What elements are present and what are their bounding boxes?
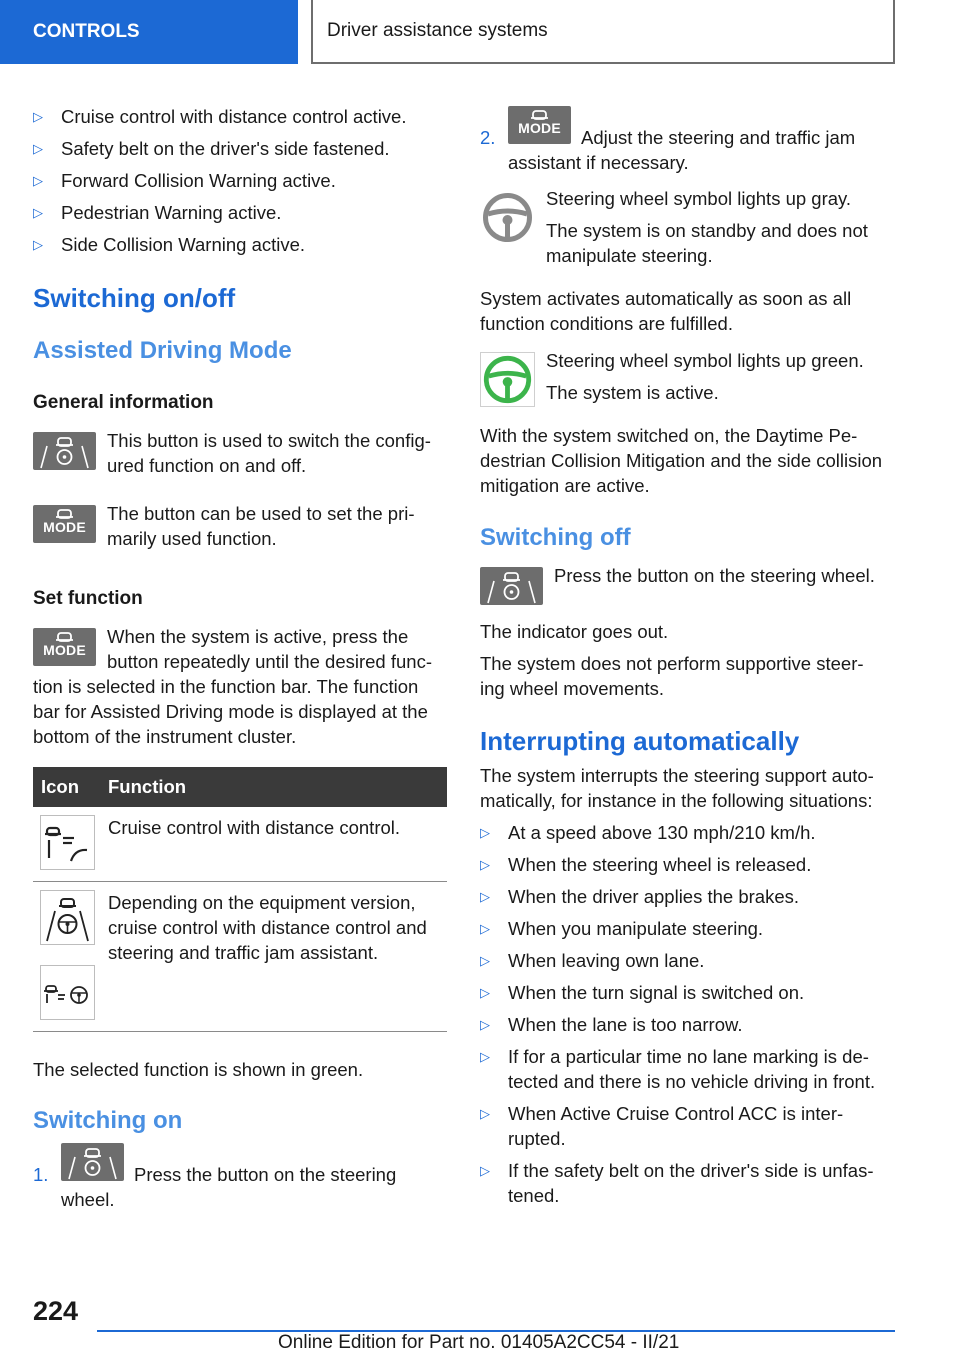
heading-interrupting-automatically: Interrupting automatically bbox=[480, 726, 800, 756]
column-header-function: Function bbox=[108, 776, 187, 797]
list-item: ▷ When leaving own lane. bbox=[480, 950, 705, 971]
chapter-title: Driver assistance systems bbox=[311, 0, 895, 64]
triangle-bullet-icon: ▷ bbox=[480, 1106, 490, 1121]
list-item: ▷ Forward Collision Warning active. bbox=[33, 170, 336, 191]
triangle-bullet-icon: ▷ bbox=[480, 1017, 490, 1032]
table-divider bbox=[33, 1031, 447, 1032]
page-number: 224 bbox=[33, 1296, 79, 1326]
left-column: ▷ Cruise control with distance control active. ▷ Safety belt on the driver's side fastened. ▷ Forward Collision Warning active. ▷ Pedestrian Warning active. ▷ Side Collision Warning active. Switching on/off Assisted Driving Mode General information This button is used to switch the config- ured function on and off. MODE The button can be used to set the pri- marily used function. Set function MODE When the system is active, press the button repeatedly until the desired func- tion is selected in the function bar. The function bar for Assisted Driving mode is displayed at the bottom of the instrument cluster. Icon Function Cruise control with distance control. Depending on the equipment version, cruise control with distance control and steering and traffic jam assistant. The selected function is shown in green. Switching on 1. Press the button on the steering wheel. bbox=[33, 0, 447, 1290]
list-item: ▷ Safety belt on the driver's side fastened. bbox=[33, 138, 390, 159]
list-item: ▷ Pedestrian Warning active. bbox=[33, 202, 282, 223]
triangle-bullet-icon: ▷ bbox=[480, 825, 490, 840]
triangle-bullet-icon: ▷ bbox=[480, 857, 490, 872]
triangle-bullet-icon: ▷ bbox=[33, 173, 43, 188]
list-item: ▷ When Active Cruise Control ACC is inter- rupted. bbox=[480, 1103, 844, 1149]
assist-button-icon bbox=[61, 1143, 124, 1181]
triangle-bullet-icon: ▷ bbox=[480, 985, 490, 1000]
steering-wheel-gray-icon bbox=[480, 190, 535, 245]
triangle-bullet-icon: ▷ bbox=[480, 921, 490, 936]
heading-switching-on: Switching on bbox=[33, 1107, 183, 1134]
steering-wheel-green-icon bbox=[480, 352, 535, 407]
list-item: ▷ Cruise control with distance control active. bbox=[33, 106, 407, 127]
mode-button-icon: MODE bbox=[33, 628, 96, 666]
mode-button-icon: MODE bbox=[508, 106, 571, 144]
assist-button-icon bbox=[480, 567, 543, 605]
mode-button-icon: MODE bbox=[33, 505, 96, 543]
list-item: ▷ At a speed above 130 mph/210 km/h. bbox=[480, 822, 816, 843]
list-item: ▷ When the steering wheel is released. bbox=[480, 854, 812, 875]
list-item: ▷ When the lane is too narrow. bbox=[480, 1014, 743, 1035]
list-item: ▷ If for a particular time no lane marking is de- tected and there is no vehicle driving in front. bbox=[480, 1046, 876, 1092]
list-item: ▷ Side Collision Warning active. bbox=[33, 234, 306, 255]
heading-general-information: General information bbox=[33, 392, 214, 413]
cruise-steering-icon bbox=[40, 965, 95, 1020]
section-tab: CONTROLS bbox=[0, 0, 298, 64]
triangle-bullet-icon: ▷ bbox=[33, 109, 43, 124]
list-item: ▷ If the safety belt on the driver's side is unfas- tened. bbox=[480, 1160, 874, 1206]
triangle-bullet-icon: ▷ bbox=[480, 953, 490, 968]
cruise-control-distance-icon bbox=[40, 815, 95, 870]
triangle-bullet-icon: ▷ bbox=[33, 141, 43, 156]
steering-assist-icon bbox=[40, 890, 95, 945]
triangle-bullet-icon: ▷ bbox=[33, 205, 43, 220]
footer-edition: Online Edition for Part no. 01405A2CC54 - II/21 bbox=[278, 1332, 680, 1353]
table-divider bbox=[33, 881, 447, 882]
column-header-icon: Icon bbox=[41, 776, 80, 797]
heading-assisted-driving-mode: Assisted Driving Mode bbox=[33, 337, 292, 364]
triangle-bullet-icon: ▷ bbox=[480, 889, 490, 904]
list-item: ▷ When the driver applies the brakes. bbox=[480, 886, 800, 907]
heading-switching-on-off: Switching on/off bbox=[33, 283, 236, 313]
triangle-bullet-icon: ▷ bbox=[480, 1163, 490, 1178]
table-header bbox=[33, 767, 447, 807]
list-item: ▷ When the turn signal is switched on. bbox=[480, 982, 805, 1003]
triangle-bullet-icon: ▷ bbox=[480, 1049, 490, 1064]
assist-button-icon bbox=[33, 432, 96, 470]
heading-set-function: Set function bbox=[33, 588, 143, 609]
list-item: ▷ When you manipulate steering. bbox=[480, 918, 764, 939]
right-column: 2. MODE Adjust the steering and traffic jam assistant if necessary. Steering wheel symbol lights up gray. The system is on standby and does not manipulate steering. System activates automatically as soon as all function conditions are fulfilled. Steering wheel symbol lights up green. The system is active. With the system switched on, the Daytime Pe- destrian Collision Mitigation and the side collision mitigation are active. Switching off Press the button on the steering wheel. The indicator goes out. The system does not perform supportive steer- ing wheel movements. Interrupting automatically The system interrupts the steering support auto- matically, for instance in the following situations: ▷ At a speed above 130 mph/210 km/h. ▷ When the steering wheel is released. ▷ When the driver applies the brakes. ▷ When you manipulate steering. ▷ When leaving own lane. ▷ When the turn signal is switched on. ▷ When the lane is too narrow. ▷ If for a particular time no lane marking is de- tected and there is no vehicle driving in front. ▷ When Active Cruise Control ACC is inter- rupted. ▷ If the safety belt on the driver's side is unfas- tened. bbox=[480, 0, 896, 1290]
triangle-bullet-icon: ▷ bbox=[33, 237, 43, 252]
heading-switching-off: Switching off bbox=[480, 524, 631, 551]
